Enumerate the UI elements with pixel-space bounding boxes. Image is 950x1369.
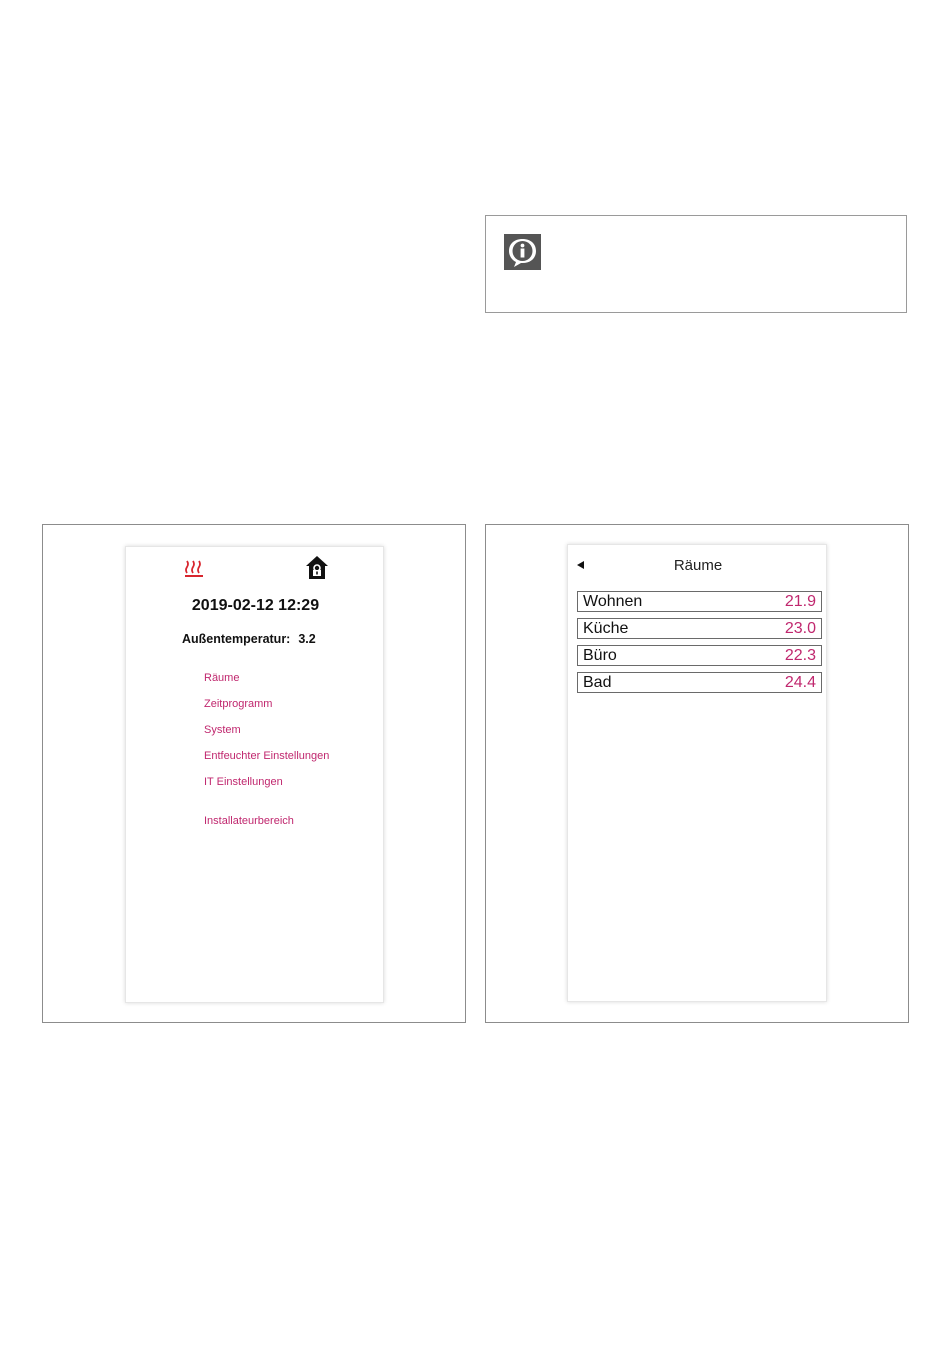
room-name: Wohnen: [583, 593, 643, 610]
room-row-buero[interactable]: [577, 645, 822, 666]
room-row-wohnen[interactable]: [577, 591, 822, 612]
room-row-bad[interactable]: [577, 672, 822, 693]
menu-item-system[interactable]: System: [204, 724, 241, 736]
menu-item-installateurbereich[interactable]: Installateurbereich: [204, 815, 294, 827]
current-datetime: 2019-02-12 12:29: [191, 597, 320, 614]
menu-item-zeitprogramm[interactable]: Zeitprogramm: [204, 698, 273, 710]
rooms-screen-frame: [485, 524, 909, 1023]
room-name: Küche: [583, 620, 629, 637]
info-note-box: [485, 215, 907, 313]
rooms-title: Räume: [673, 557, 723, 574]
room-temperature: 21.9: [784, 593, 816, 610]
main-screen-frame: [42, 524, 466, 1023]
outside-temperature-value: 3.2: [298, 632, 316, 646]
room-list: [577, 591, 822, 699]
room-temperature: 22.3: [784, 647, 816, 664]
rooms-screen: [567, 544, 827, 1002]
room-temperature: 24.4: [784, 674, 816, 691]
menu-item-entfeuchter[interactable]: Entfeuchter Einstellungen: [204, 750, 330, 762]
room-name: Bad: [583, 674, 612, 691]
room-name: Büro: [583, 647, 617, 664]
main-menu: [204, 671, 329, 840]
home-lock-icon[interactable]: [305, 555, 329, 580]
outside-temperature: [182, 632, 316, 646]
menu-item-it-einstellungen[interactable]: IT Einstellungen: [204, 776, 283, 788]
room-temperature: 23.0: [784, 620, 816, 637]
main-screen: [125, 546, 384, 1003]
menu-item-raeume[interactable]: Räume: [204, 672, 240, 684]
room-row-kueche[interactable]: [577, 618, 822, 639]
heating-waves-icon[interactable]: [184, 558, 204, 578]
info-speech-icon: [504, 234, 541, 270]
outside-temperature-label: Außentemperatur:: [182, 632, 291, 646]
